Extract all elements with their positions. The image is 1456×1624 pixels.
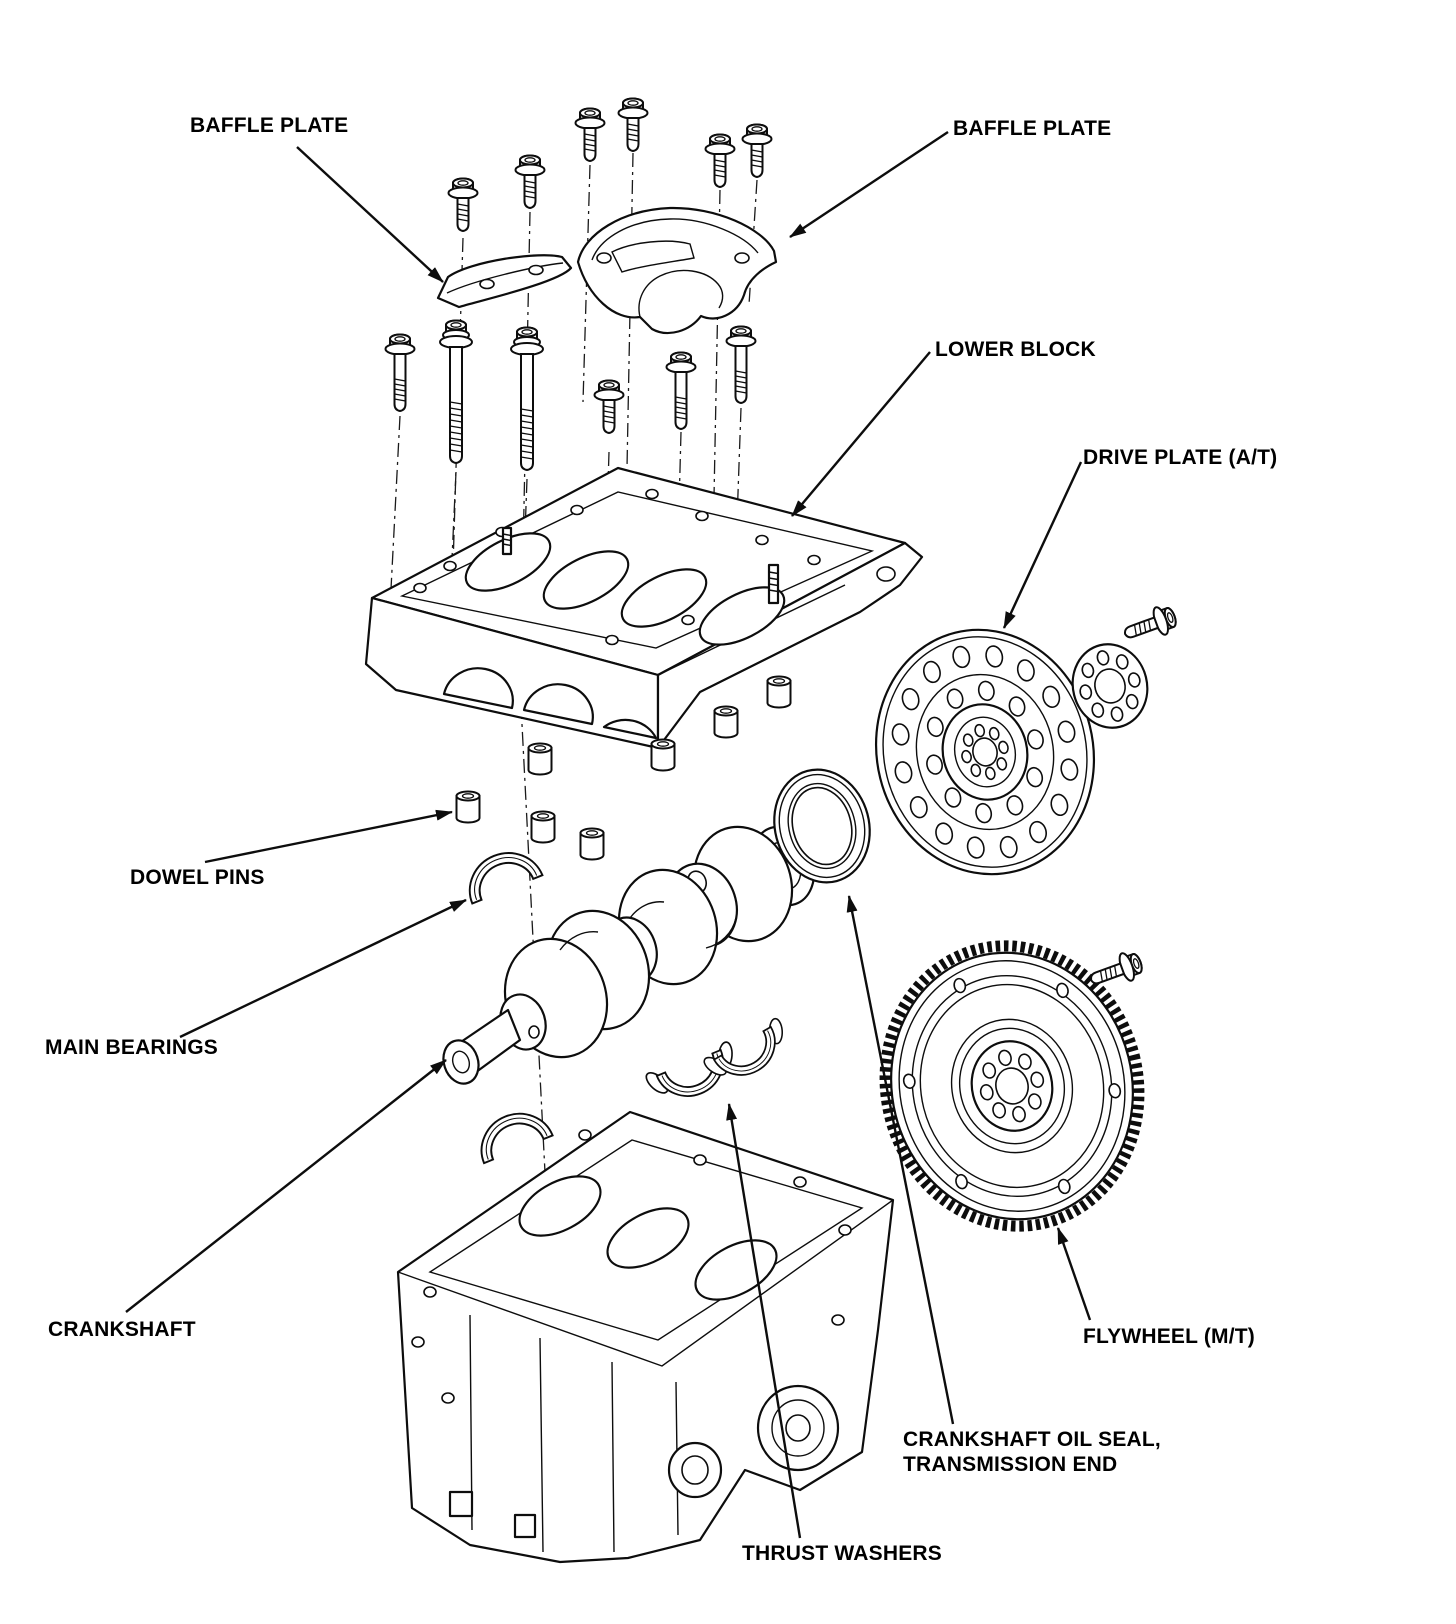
engine-block-part (398, 1112, 893, 1562)
label-crankshaft-oil-seal (903, 1427, 1161, 1477)
label-lower-block: LOWER BLOCK (935, 338, 1096, 361)
lower-block-bolts (386, 321, 756, 471)
leader-lower-block (792, 352, 930, 516)
baffle-plate-right-part (578, 208, 776, 333)
baffle-plate-left-part (438, 255, 571, 307)
leader-baffle-plate-right (790, 132, 948, 237)
label-dowel-pins: DOWEL PINS (130, 866, 265, 889)
baffle-bolts (449, 99, 772, 232)
leader-drive-plate (1004, 462, 1081, 628)
label-crankshaft-oil-seal-line2: TRANSMISSION END (903, 1453, 1118, 1476)
label-crankshaft-oil-seal-line1: CRANKSHAFT OIL SEAL, (903, 1428, 1161, 1451)
leader-flywheel (1058, 1228, 1090, 1320)
drive-plate-part (850, 607, 1119, 898)
label-baffle-plate-left: BAFFLE PLATE (190, 114, 349, 137)
lower-block-part (366, 468, 922, 748)
label-flywheel: FLYWHEEL (M/T) (1083, 1325, 1255, 1348)
label-crankshaft: CRANKSHAFT (48, 1318, 196, 1341)
leader-baffle-plate-left (297, 147, 443, 282)
thrust-washer-shell (641, 1037, 746, 1111)
label-main-bearings: MAIN BEARINGS (45, 1036, 218, 1059)
main-bearing-upper-shell (459, 842, 543, 904)
leader-main-bearings (180, 900, 466, 1037)
label-baffle-plate-right: BAFFLE PLATE (953, 117, 1112, 140)
leader-dowel-pins (205, 812, 452, 862)
label-drive-plate: DRIVE PLATE (A/T) (1083, 446, 1278, 469)
drive-plate-bolt (1120, 602, 1179, 647)
label-thrust-washers: THRUST WASHERS (742, 1542, 942, 1565)
main-bearing-lower-shell (471, 1103, 553, 1163)
